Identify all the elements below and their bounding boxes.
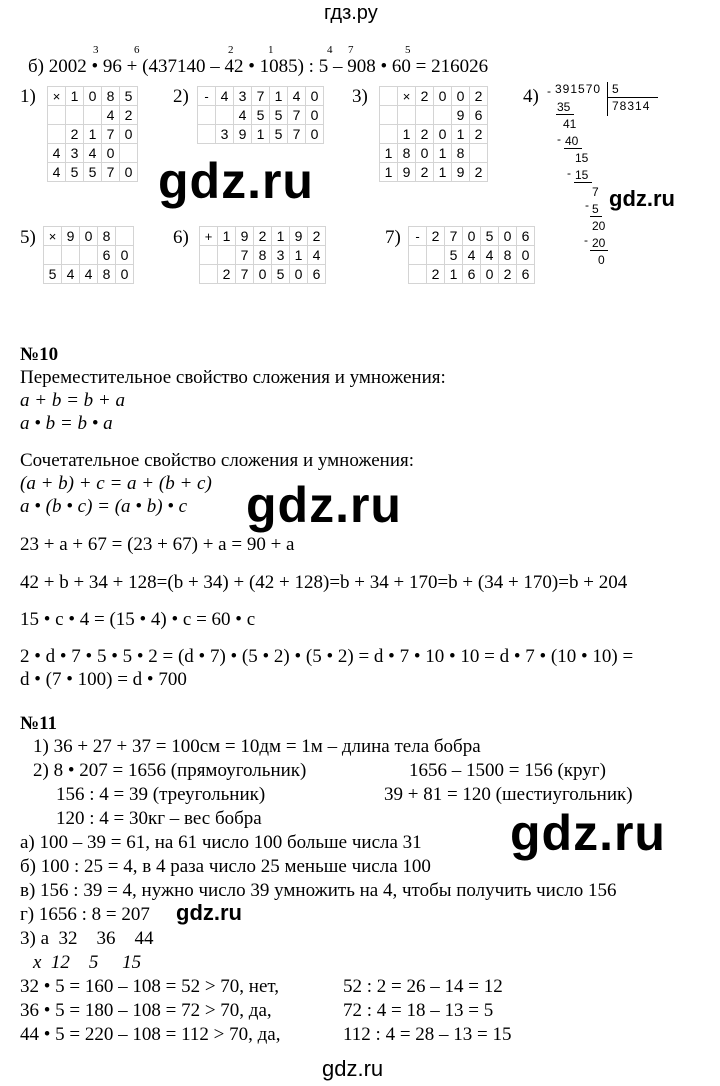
- digit-cell: [200, 265, 218, 284]
- division-step: 35: [557, 100, 571, 114]
- digit-cell: 3: [66, 144, 84, 163]
- digit-cell: 4: [463, 246, 481, 265]
- division-underline: [590, 250, 608, 251]
- digit-cell: 1: [445, 265, 463, 284]
- digit-cell: 6: [463, 265, 481, 284]
- division-dividend: 391570: [555, 82, 602, 96]
- digit-cell: 6: [517, 265, 535, 284]
- digit-cell: [380, 106, 398, 125]
- digit-cell: [84, 106, 102, 125]
- digit-cell: 0: [306, 125, 324, 144]
- digit-cell: 4: [481, 246, 499, 265]
- digit-cell: 2: [416, 87, 434, 106]
- task-11-line: 2) 8 • 207 = 1656 (прямоугольник): [33, 760, 307, 781]
- digit-cell: 5: [66, 163, 84, 182]
- task-11-line: 1) 36 + 27 + 37 = 100см = 10дм = 1м – длина тела бобра: [33, 736, 481, 757]
- digit-cell: 4: [48, 144, 66, 163]
- digit-cell: ×: [398, 87, 416, 106]
- task-10-line: d • (7 • 100) = d • 700: [20, 669, 187, 690]
- digit-cell: 3: [272, 246, 290, 265]
- digit-cell: 9: [398, 163, 416, 182]
- digit-cell: 6: [517, 227, 535, 246]
- digit-cell: 5: [270, 125, 288, 144]
- digit-cell: [66, 106, 84, 125]
- digit-cell: 9: [236, 227, 254, 246]
- digit-cell: 2: [470, 163, 488, 182]
- digit-cell: 8: [254, 246, 272, 265]
- division-step: 41: [563, 117, 577, 131]
- digit-cell: 0: [102, 144, 120, 163]
- task-10-line: 2 • d • 7 • 5 • 5 • 2 = (d • 7) • (5 • 2) • (5 • 2) = d • 7 • 10 • 10 = d • 7 • (10 • 10) =: [20, 646, 634, 667]
- calc-grid-6: [199, 226, 326, 284]
- digit-cell: +: [200, 227, 218, 246]
- calc-grid-3: [379, 86, 488, 182]
- step-label: 7): [385, 227, 401, 248]
- task-11-line: 32 • 5 = 160 – 108 = 52 > 70, нет,: [20, 976, 280, 997]
- task-11-line: 44 • 5 = 220 – 108 = 112 > 70, да,: [20, 1024, 281, 1045]
- digit-cell: [380, 125, 398, 144]
- division-minus: -: [584, 233, 588, 247]
- digit-cell: -: [409, 227, 427, 246]
- digit-cell: 0: [499, 227, 517, 246]
- digit-cell: 1: [84, 125, 102, 144]
- digit-cell: 0: [120, 163, 138, 182]
- digit-cell: 4: [102, 106, 120, 125]
- digit-cell: 1: [434, 144, 452, 163]
- digit-cell: 5: [44, 265, 62, 284]
- task-11-line: 156 : 4 = 39 (треугольник): [56, 784, 266, 805]
- digit-cell: 2: [427, 265, 445, 284]
- digit-cell: [470, 144, 488, 163]
- division-step: 40: [565, 134, 579, 148]
- step-label: 6): [173, 227, 189, 248]
- digit-cell: 0: [120, 125, 138, 144]
- digit-cell: 2: [218, 265, 236, 284]
- digit-cell: 0: [306, 87, 324, 106]
- division-minus: -: [557, 132, 561, 146]
- digit-cell: 5: [84, 163, 102, 182]
- digit-cell: 9: [62, 227, 80, 246]
- digit-cell: 0: [290, 265, 308, 284]
- watermark: gdz.ru: [609, 186, 675, 211]
- order-mark: 7: [348, 44, 354, 56]
- task-b-expression: б) 2002 • 96 + (437140 – 42 • 1085) : 5 – 908 • 60 = 216026: [28, 56, 489, 77]
- division-minus: -: [547, 84, 551, 98]
- watermark: gdz.ru: [510, 805, 666, 861]
- division-step: 15: [575, 168, 589, 182]
- digit-cell: 0: [434, 87, 452, 106]
- order-mark: 3: [93, 44, 99, 56]
- digit-cell: 3: [234, 87, 252, 106]
- digit-cell: 2: [416, 163, 434, 182]
- digit-cell: 4: [288, 87, 306, 106]
- digit-cell: 7: [288, 125, 306, 144]
- digit-cell: 9: [290, 227, 308, 246]
- task-11-title: №11: [20, 713, 58, 734]
- digit-cell: [48, 125, 66, 144]
- digit-cell: 1: [290, 246, 308, 265]
- digit-cell: 9: [452, 106, 470, 125]
- division-step: 7: [592, 185, 599, 199]
- digit-cell: [120, 144, 138, 163]
- step-label: 3): [352, 86, 368, 107]
- digit-cell: [198, 125, 216, 144]
- division-step: 5: [592, 202, 599, 216]
- digit-cell: [116, 227, 134, 246]
- digit-cell: 8: [102, 87, 120, 106]
- digit-cell: 6: [98, 246, 116, 265]
- task-10-line: a + b = b + a: [20, 390, 125, 411]
- task-11-line: 36 • 5 = 180 – 108 = 72 > 70, да,: [20, 1000, 272, 1021]
- digit-cell: 3: [216, 125, 234, 144]
- watermark: gdz.ru: [246, 477, 402, 533]
- digit-cell: 0: [481, 265, 499, 284]
- digit-cell: [409, 265, 427, 284]
- division-underline: [574, 182, 592, 183]
- watermark: gdz.ru: [176, 900, 242, 925]
- digit-cell: [409, 246, 427, 265]
- digit-cell: 8: [452, 144, 470, 163]
- digit-cell: 5: [270, 106, 288, 125]
- digit-cell: [427, 246, 445, 265]
- task-11-line: 1656 – 1500 = 156 (круг): [409, 760, 606, 781]
- digit-cell: 0: [306, 106, 324, 125]
- task-11-line: 120 : 4 = 30кг – вес бобра: [56, 808, 262, 829]
- digit-cell: 1: [218, 227, 236, 246]
- step-label: 4): [523, 86, 539, 107]
- digit-cell: 2: [427, 227, 445, 246]
- task-10-line: Сочетательное свойство сложения и умножения:: [20, 450, 415, 471]
- task-11-line: в) 156 : 39 = 4, нужно число 39 умножить на 4, чтобы получить число 156: [20, 880, 617, 901]
- digit-cell: 4: [84, 144, 102, 163]
- digit-cell: 8: [98, 265, 116, 284]
- footer-watermark: gdz.ru: [322, 1056, 384, 1081]
- digit-cell: 5: [445, 246, 463, 265]
- digit-cell: 7: [445, 227, 463, 246]
- task-10-line: 23 + a + 67 = (23 + 67) + a = 90 + a: [20, 534, 295, 555]
- digit-cell: 5: [120, 87, 138, 106]
- digit-cell: 7: [252, 87, 270, 106]
- digit-cell: 5: [252, 106, 270, 125]
- digit-cell: [44, 246, 62, 265]
- division-step: 20: [592, 219, 606, 233]
- task-10-line: 42 + b + 34 + 128=(b + 34) + (42 + 128)=b + 34 + 170=b + (34 + 170)=b + 204: [20, 572, 628, 593]
- digit-cell: 4: [234, 106, 252, 125]
- digit-cell: [62, 246, 80, 265]
- digit-cell: 2: [254, 227, 272, 246]
- digit-cell: 9: [234, 125, 252, 144]
- digit-cell: [48, 106, 66, 125]
- digit-cell: [198, 106, 216, 125]
- digit-cell: [416, 106, 434, 125]
- division-step: 20: [592, 236, 606, 250]
- digit-cell: 2: [499, 265, 517, 284]
- site-header: гдз.ру: [324, 2, 378, 24]
- digit-cell: 7: [236, 246, 254, 265]
- task-11-line: 52 : 2 = 26 – 14 = 12: [343, 976, 503, 997]
- calc-grid-1: [47, 86, 138, 182]
- division-bracket-vertical: [607, 82, 608, 116]
- digit-cell: 2: [470, 125, 488, 144]
- digit-cell: 0: [416, 144, 434, 163]
- digit-cell: 4: [80, 265, 98, 284]
- digit-cell: 0: [452, 87, 470, 106]
- task-11-line: а) 100 – 39 = 61, на 61 число 100 больше числа 31: [20, 832, 422, 853]
- order-mark: 1: [268, 44, 274, 56]
- calc-grid-2: [197, 86, 324, 144]
- division-bracket-horizontal: [608, 97, 658, 98]
- digit-cell: 0: [463, 227, 481, 246]
- digit-cell: 0: [517, 246, 535, 265]
- digit-cell: 7: [102, 163, 120, 182]
- task-11-line: б) 100 : 25 = 4, в 4 раза число 25 меньше числа 100: [20, 856, 431, 877]
- digit-cell: -: [198, 87, 216, 106]
- digit-cell: 1: [380, 163, 398, 182]
- digit-cell: 0: [116, 265, 134, 284]
- task-10-line: Переместительное свойство сложения и умножения:: [20, 367, 446, 388]
- task-10-line: (a + b) + c = a + (b + c): [20, 473, 212, 494]
- order-mark: 2: [228, 44, 234, 56]
- task-11-line: 39 + 81 = 120 (шестиугольник): [384, 784, 633, 805]
- digit-cell: 0: [80, 227, 98, 246]
- task-10-title: №10: [20, 344, 59, 365]
- digit-cell: 8: [98, 227, 116, 246]
- digit-cell: ×: [44, 227, 62, 246]
- digit-cell: 8: [499, 246, 517, 265]
- calc-grid-5: [43, 226, 134, 284]
- task-11-table-x: x 12 5 15: [33, 952, 142, 973]
- digit-cell: 1: [380, 144, 398, 163]
- digit-cell: 7: [236, 265, 254, 284]
- digit-cell: 1: [252, 125, 270, 144]
- digit-cell: 6: [308, 265, 326, 284]
- task-11-line: г) 1656 : 8 = 207: [20, 904, 150, 925]
- task-11-line: 72 : 4 = 18 – 13 = 5: [343, 1000, 494, 1021]
- digit-cell: 9: [452, 163, 470, 182]
- digit-cell: 4: [48, 163, 66, 182]
- digit-cell: [380, 87, 398, 106]
- division-quotient: 78314: [612, 99, 651, 113]
- task-11-table-head: 3) a 32 36 44: [20, 928, 154, 949]
- digit-cell: 1: [434, 163, 452, 182]
- digit-cell: 2: [66, 125, 84, 144]
- digit-cell: [218, 246, 236, 265]
- division-minus: -: [567, 166, 571, 180]
- division-step: 15: [575, 151, 589, 165]
- task-11-line: 112 : 4 = 28 – 13 = 15: [343, 1024, 512, 1045]
- digit-cell: 4: [62, 265, 80, 284]
- digit-cell: 4: [308, 246, 326, 265]
- digit-cell: 7: [288, 106, 306, 125]
- task-10-line: a • b = b • a: [20, 413, 113, 434]
- digit-cell: 1: [272, 227, 290, 246]
- digit-cell: [216, 106, 234, 125]
- calc-grid-7: [408, 226, 535, 284]
- digit-cell: [398, 106, 416, 125]
- division-minus: -: [585, 198, 589, 212]
- division-divisor: 5: [612, 82, 619, 96]
- digit-cell: 4: [216, 87, 234, 106]
- digit-cell: 2: [120, 106, 138, 125]
- task-10-line: 15 • c • 4 = (15 • 4) • c = 60 • c: [20, 609, 256, 630]
- order-mark: 6: [134, 44, 140, 56]
- digit-cell: 2: [470, 87, 488, 106]
- division-underline: [590, 216, 602, 217]
- digit-cell: 7: [102, 125, 120, 144]
- digit-cell: 2: [308, 227, 326, 246]
- step-label: 2): [173, 86, 189, 107]
- watermark: gdz.ru: [158, 153, 314, 209]
- digit-cell: 1: [66, 87, 84, 106]
- digit-cell: 6: [470, 106, 488, 125]
- digit-cell: 0: [116, 246, 134, 265]
- digit-cell: [200, 246, 218, 265]
- task-10-line: a • (b • c) = (a • b) • c: [20, 496, 188, 517]
- digit-cell: 5: [272, 265, 290, 284]
- order-mark: 5: [405, 44, 411, 56]
- division-underline: [564, 148, 582, 149]
- digit-cell: 0: [254, 265, 272, 284]
- order-mark: 4: [327, 44, 333, 56]
- step-label: 5): [20, 227, 36, 248]
- digit-cell: 1: [452, 125, 470, 144]
- step-label: 1): [20, 86, 36, 107]
- division-underline: [556, 114, 574, 115]
- digit-cell: 1: [398, 125, 416, 144]
- digit-cell: 1: [270, 87, 288, 106]
- digit-cell: [434, 106, 452, 125]
- digit-cell: 8: [398, 144, 416, 163]
- division-step: 0: [598, 253, 605, 267]
- digit-cell: ×: [48, 87, 66, 106]
- digit-cell: 2: [416, 125, 434, 144]
- digit-cell: 0: [84, 87, 102, 106]
- digit-cell: 5: [481, 227, 499, 246]
- digit-cell: [80, 246, 98, 265]
- digit-cell: 0: [434, 125, 452, 144]
